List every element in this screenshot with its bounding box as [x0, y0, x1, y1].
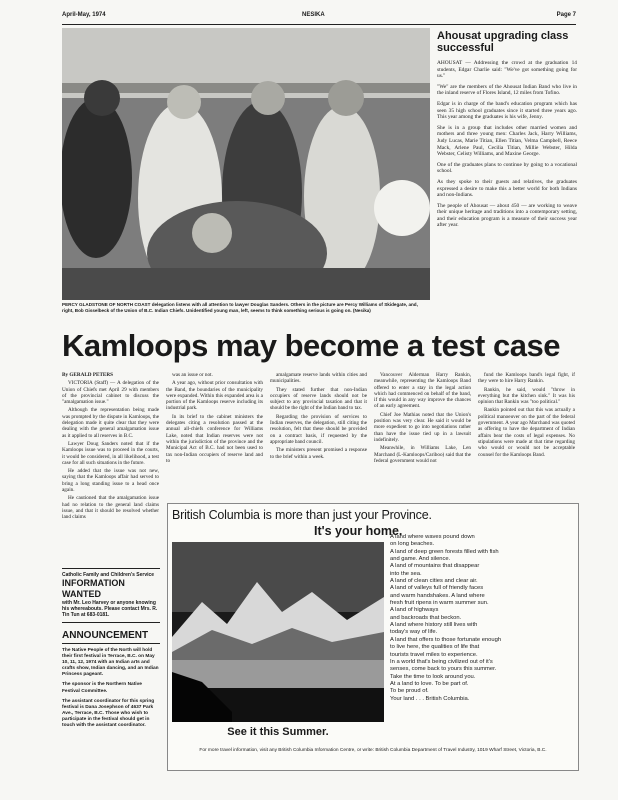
sidebar-paragraph: The people of Ahousat — about 450 — are working to weave their unique heritage and traditions into a contemporary setting, and their education program is a measure of their success year after year.: [437, 202, 577, 229]
poem-line: In a world that's being civilized out of it's: [390, 658, 493, 665]
article-paragraph: Meanwhile, in Williams Lake, Len Marchand (L-Kamloops/Cariboo) said that the federal government would not: [374, 445, 471, 464]
poem-line: tourists travel miles to experience.: [390, 651, 478, 658]
article-column-3: [270, 372, 367, 462]
sidebar-paragraph: As they spoke to their guests and relatives, the graduates expressed a desire to make this a better world for both Indians and non-Indians.: [437, 178, 577, 199]
article-column-2: [166, 372, 263, 466]
wanted-title: INFORMATION WANTED: [62, 578, 125, 599]
poem-line: A land that offers to those fortunate enough: [390, 636, 502, 643]
poem-line: Your land . . . British Columbia.: [390, 695, 470, 702]
article-paragraph: Chief Joe Mathias noted that the Union's position was very clear. He said it would be more expedient to go into negotiations rather than have the issue tied up in a lawsuit indefinitely.: [374, 411, 471, 443]
ad-tagline: See it this Summer.: [227, 726, 329, 738]
byline: By GERALD PETERS: [62, 372, 114, 378]
announcement-paragraph: The Native People of the North will hold their first festival in Terrace, B.C. on May 10, 11, 12, 1974 with an Indian arts and crafts show, Indian dancing, and an Indian Princess pageant.: [62, 648, 159, 678]
poem-line: and game. And silence.: [390, 556, 451, 563]
issue-date: April-May, 1974: [62, 12, 106, 18]
page-number: Page 7: [556, 12, 576, 18]
article-paragraph: He added that the issue was not new, saying that the Kamloops affair had served to bring a long standing issue to a head once again.: [62, 468, 159, 494]
article-paragraph: Although the representation being made was prompted by the dispute in Kamloops, the delegation made it quite clear that they were dealing with the general amalgamation issue as it applied to all reserves in B.C.: [62, 407, 159, 439]
poem-line: and warm handshakes. A land where: [390, 592, 485, 599]
article-paragraph: The ministers present promised a response to the brief within a week.: [270, 447, 367, 460]
article-paragraph: Rankin pointed out that this was actually a political manoeuver on the part of the federal government. A year ago Marchand was quoted as offering to have the department of Indian affairs bear the costs of legal expenses. No stipulations were made at that time regarding who would or would not be acceptable counsel for the Kamloops Band.: [478, 407, 575, 458]
poem-line: A land of highways: [390, 607, 439, 614]
article-paragraph: In its brief to the cabinet ministers the delegates citing a resolution passed at the annual all-chiefs conference for Williams Lake, noted that Indian reserves were not within the jurisdiction of the province and the Municipal Act of B.C. had not been used to tax non-Indian occupiers of reserve land and to: [166, 413, 263, 464]
announcement-paragraph: The assistant coordinator for this spring festival is Dana Josephson of 4637 Park Ave., Terrace, B.C. Those who wish to participate in the festival should get in touch with the assistant coordinator.: [62, 698, 155, 729]
poem-line: fresh fruit ripens in warm summer sun.: [390, 600, 489, 607]
article-paragraph: Rankin, he said, would "throw in everything but the kitchen sink." It was his opinion that Rankin was "too political.": [478, 386, 575, 406]
poem-line: A land of mountains that disappear: [390, 563, 480, 570]
sidebar-paragraph: "We" are the members of the Ahousat Indian Band who live in the inland reserve of Flores Island, 12 miles from Tofino.: [437, 83, 577, 97]
announcement-box: [62, 630, 160, 733]
article-paragraph: Vancouver Alderman Harry Rankin, meanwhile, representing the Kamloops Band offered to enter a stay in the legal action which had commenced on behalf of the band, if this would in any way improve the chances of an early agreement.: [374, 372, 471, 410]
announcement-paragraph: The sponsor is the Northern Native Festival Committee.: [62, 682, 142, 694]
poem-line: A land where waves pound down: [390, 534, 475, 540]
bc-tourism-ad: [167, 503, 579, 771]
article-paragraph: fund the Kamloops band's legal fight, if they were to hire Harry Rankin.: [478, 372, 575, 385]
poem-line: A land of valleys full of friendly faces: [390, 585, 484, 592]
article-paragraph: They stated further that non-Indian occupiers of reserve lands should not be subject to any provincial taxation and that it should be the right of the Indian band to tax.: [270, 386, 367, 412]
ad-footer: For more travel information, visit any British Columbia Information Centre, or write: British Columbia Department of Travel Industry, 1019 Wharf Street, Victoria, B.C.: [199, 748, 547, 753]
ad-headline: British Columbia is more than just your Province.: [172, 508, 432, 522]
article-paragraph: VICTORIA (Staff) — A delegation of the Union of Chiefs met April 29 with members of the provincial cabinet to discuss the "amalgamation issue.": [62, 380, 159, 406]
article-column-4: [374, 372, 471, 466]
article-paragraph: He cautioned that the amalgamation issue had no relation to the general land claims issue, and that it should be resolved whether land claims: [62, 495, 159, 521]
poem-line: today's way of life.: [390, 629, 438, 636]
poem-line: A land of deep green forests filled with fish: [390, 548, 499, 555]
ad-subheadline: It's your home.: [314, 524, 403, 538]
main-headline: Kamloops may become a test case: [62, 328, 560, 363]
poem-line: Take the time to look around you.: [390, 673, 476, 680]
ad-poem: [390, 534, 572, 703]
paper-name: NESIKA: [302, 12, 325, 18]
poem-line: A land of clean cities and clear air.: [390, 578, 478, 585]
news-photo: [62, 28, 430, 300]
information-wanted-box: [62, 568, 160, 623]
article-column-1: [62, 372, 159, 523]
poem-line: to live here, the qualities of life that: [390, 644, 480, 651]
article-paragraph: Lawyer Doug Sanders noted that if the Kamloops issue was to proceed in the courts, it would be considered, in all likelihood, a test case for all such situations in the future.: [62, 440, 159, 466]
poem-line: A land where history still lives with: [390, 622, 478, 629]
article-paragraph: A year ago, without prior consultation with the Band, the boundaries of the municipality were expanded. Within this expanded area is a portion of the Kamloops reserve including its industrial park.: [166, 380, 263, 412]
article-column-5: [478, 372, 575, 460]
sidebar-paragraph: One of the graduates plans to continue by going to a vocational school.: [437, 161, 577, 175]
photo-caption: [62, 302, 430, 314]
sidebar-paragraph: She is in a group that includes other married women and mothers and three young men: Charles Jack, Harry Williams, Judy Lucas, Marie Titian, Ellen Titian, Velma Campbell, Reece Mack, Arlene Paul, Cecilia Titian, Millie Webster, Hilda Webster, Celisty Williams, and Maxine George.: [437, 124, 577, 158]
caption-lead: PERCY GLADSTONE OF NORTH COAST: [62, 302, 151, 307]
sidebar-article: [437, 30, 577, 233]
poem-line: To be proud of.: [390, 688, 429, 695]
poem-line: into the sea.: [390, 570, 422, 577]
poem-line: on long beaches.: [390, 541, 435, 548]
page-header: [62, 10, 576, 25]
article-paragraph: amalgamate reserve lands within cities and municipalities.: [270, 372, 367, 385]
article-paragraph: was an issue or not.: [172, 372, 213, 378]
caption-text: delegation listens with all attention to lawyer Douglas Sanders. Others in the picture are Percy Williams of Skidegate, and, right, Bob Gisselbeck of the Union of B.C. Indian Chiefs. Unidentified young man, left, seems to think something serious is going on. (Nesika): [62, 302, 418, 313]
mountain-lake-photo: [172, 542, 384, 722]
poem-line: senses, come back to yours this summer.: [390, 666, 497, 673]
article-paragraph: Regarding the provision of services to Indian reserves, the delegation, still citing the resolution, felt that these should be provided on a contract basis, if requested by the appropriate band council.: [270, 413, 367, 445]
announcement-title: ANNOUNCEMENT: [62, 630, 160, 644]
sidebar-paragraph: AHOUSAT — Addressing the crowd at the graduation 14 students, Edgar Charlie said: "We've got something going for us.": [437, 60, 577, 80]
poem-line: and backroads that beckon.: [390, 614, 462, 621]
sidebar-headline: Ahousat upgrading class successful: [437, 30, 569, 54]
wanted-organization: Catholic Family and Children's Service: [62, 572, 155, 578]
wanted-body: with Mr. Leo Harvey or anyone knowing his whereabouts. Please contact Mrs. R. Tin Tun at 683-0181.: [62, 600, 158, 619]
poem-line: At a land to love. To be part of.: [390, 680, 469, 687]
sidebar-paragraph: Edgar is in charge of the band's education program which has seen 35 high school graduates since it started three years ago. This year among the graduates is his wife, Jenny.: [437, 100, 577, 121]
